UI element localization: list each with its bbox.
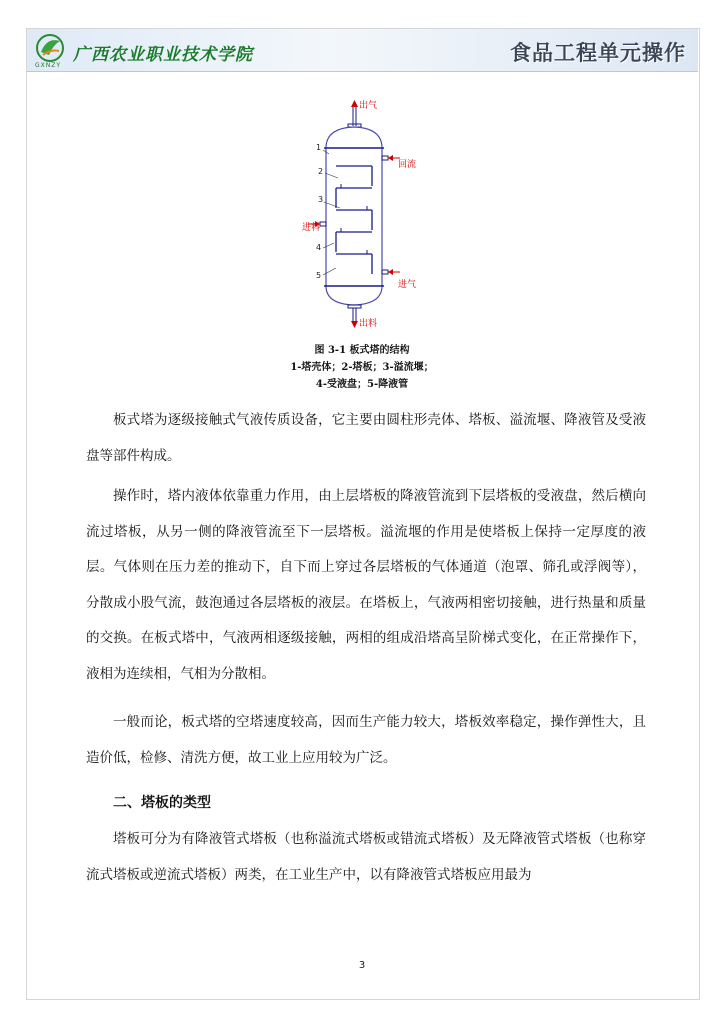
course-title: 食品工程单元操作 [510,41,686,65]
tower-shell [326,127,382,305]
bottom-out-label: 出料 [359,319,378,329]
gas-in-label: 进气 [398,280,416,290]
reflux-arrow-icon [388,155,393,161]
top-outlet-arrow-icon [351,100,358,107]
paragraph-2: 操作时，塔内液体依靠重力作用，由上层塔板的降液管流到下层塔板的受液盘，然后横向流过塔板，从另一侧的降液管流至下一层塔板。溢流堰的作用是使塔板上保持一定厚度的液层。气体则在压力差的推动下，自下而上穿过各层塔板的气体通道（泡罩、筛孔或浮阀等），分散成小股气流，鼓泡通过各层塔板的液层。在塔板上，气液两相密切接触，进行热量和质量的交换。在板式塔中，气液两相逐级接触，两相的组成沿塔高呈阶梯式变化，在正常操作下，液相为连续相，气相为分散相。 [86,488,646,682]
reflux-label: 回流 [398,160,416,170]
top-out-label: 出气 [359,101,378,111]
part-number-1: 1 [316,143,322,152]
paragraph-3: 一般而论，板式塔的空塔速度较高，因而生产能力较大，塔板效率稳定，操作弹性大，且造价低，检修、清洗方便，故工业上应用较为广泛。 [86,714,646,766]
feed-label: 进料 [302,223,321,233]
gas-inlet-arrow-icon [388,269,393,275]
school-logo-icon [35,33,65,63]
part-number-2: 2 [318,167,324,176]
part-number-3: 3 [318,195,324,204]
part-number-4: 4 [316,243,322,252]
part-number-5: 5 [316,271,322,280]
paragraph-4: 塔板可分为有降液管式塔板（也称溢流式塔板或错流式塔板）及无降液管式塔板（也称穿流式塔板或逆流式塔板）两类，在工业生产中，以有降液管式塔板应用最为 [86,831,646,883]
logo-text: GXNZY [35,62,62,69]
school-name: 广西农业职业技术学院 [73,45,253,65]
page-number: 3 [358,960,366,971]
figure-caption-parts-1: 1-塔壳体；2-塔板；3-溢流堰； [290,362,434,373]
figure-caption-title: 图 3-1 板式塔的结构 [314,345,410,356]
tower-weirs [341,184,367,254]
figure-caption-parts-2: 4-受液盘；5-降液管 [315,379,409,390]
page-header [27,29,698,72]
section-heading: 二、塔板的类型 [113,795,211,811]
bottom-outlet-arrow-icon [351,321,358,328]
paragraph-1: 板式塔为逐级接触式气液传质设备，它主要由圆柱形壳体、塔板、溢流堰、降液管及受液盘等部件构成。 [86,412,646,464]
tower-plates [336,166,372,274]
plate-tower-diagram [296,98,416,330]
